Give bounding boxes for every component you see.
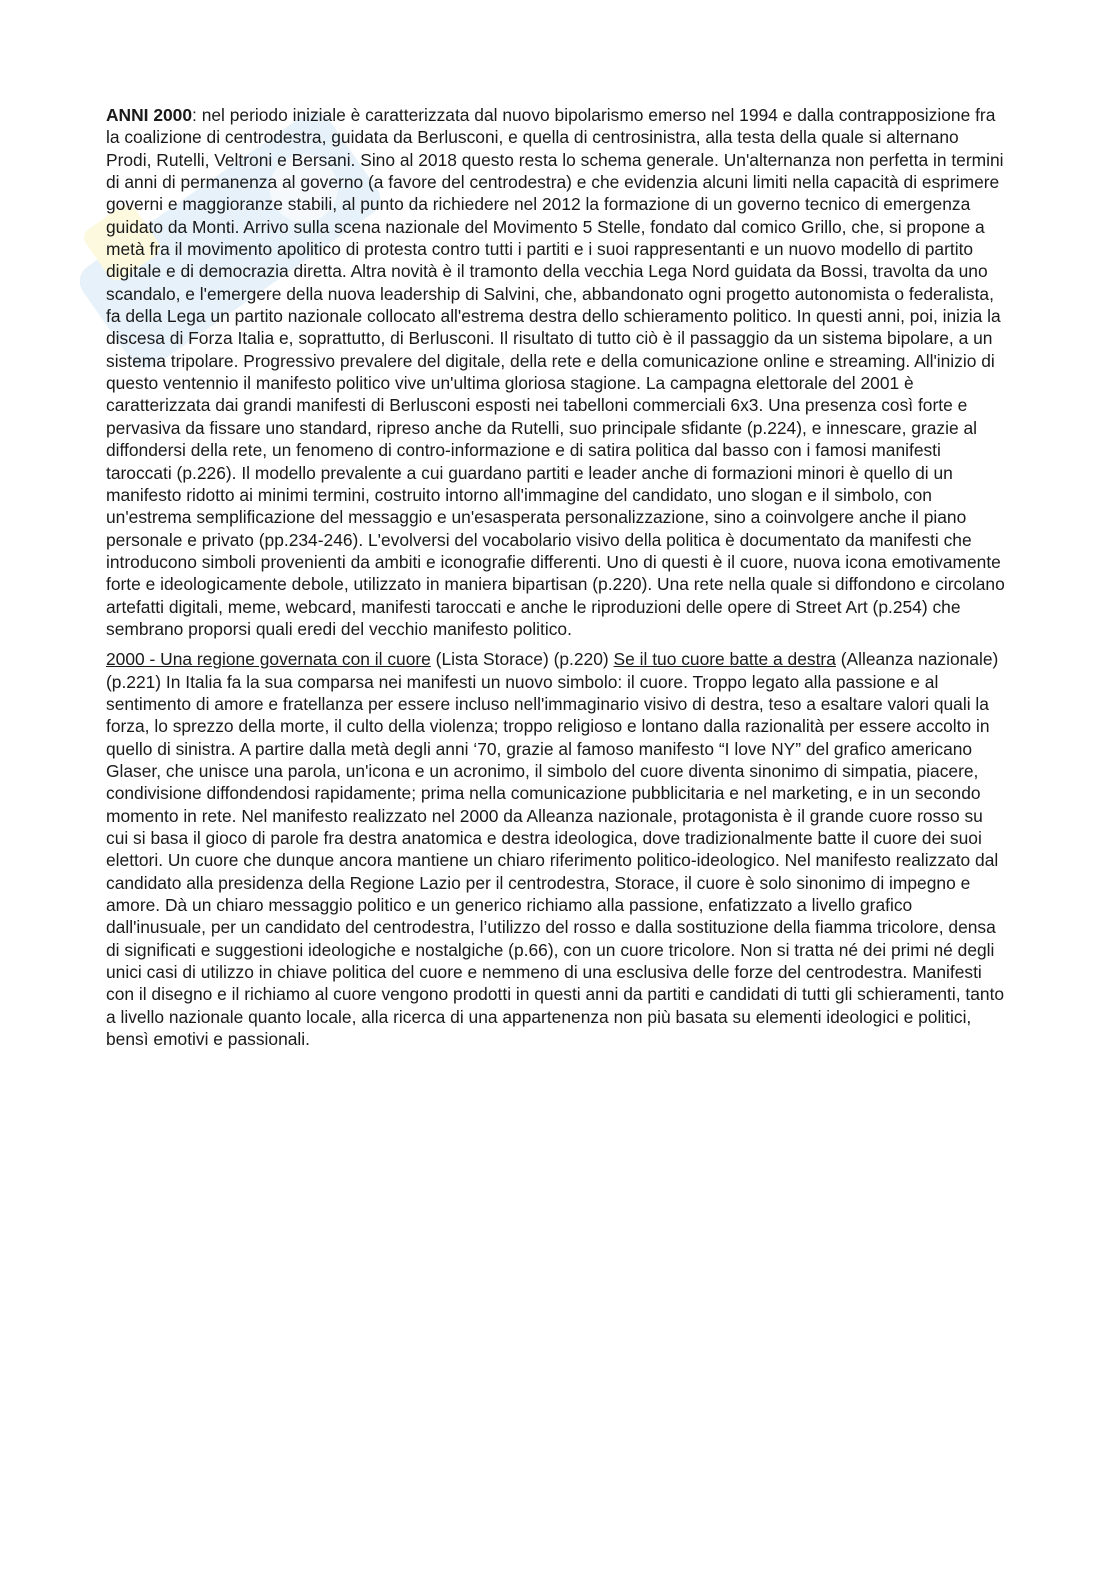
poster-title-storace: 2000 - Una regione governata con il cuore: [106, 649, 431, 670]
paragraph-text: (Alleanza nazionale) (p.221) In Italia fa la sua comparsa nei manifesti un nuovo simbolo: il cuore. Troppo legato alla passione e al sentimento di amore e fratellanza per essere incluso nell'immaginario visivo di destra, teso a esaltare valori quali la forza, lo sprezzo della morte, il culto della violenza; troppo religioso e lontano dalla razionalità per essere accolto in quello di sinistra. A partire dalla metà degli anni ‘70, grazie al famoso manifesto “I love NY” del grafico americano Glaser, che unisce una parola, un'icona e un acronimo, il simbolo del cuore diventa sinonimo di simpatia, piacere, condivisione diffondendosi rapidamente; prima nella comunicazione pubblicitaria e nel marketing, e in un secondo momento in rete. Nel manifesto realizzato nel 2000 da Alleanza nazionale, protagonista è il grande cuore rosso su cui si basa il gioco di parole fra destra anatomica e destra ideologica, dove tradizionalmente batte il cuore dei suoi elettori. Un cuore che dunque ancora mantiene un chiaro riferimento politico-ideologico. Nel manifesto realizzato dal candidato alla presidenza della Regione Lazio per il centrodestra, Storace, il cuore è solo sinonimo di impegno e amore. Dà un chiaro messaggio politico e un generico richiamo alla passione, enfatizzato a livello grafico dall'inusuale, per un candidato del centrodestra, l’utilizzo del rosso e dalla sostituzione della fiamma tricolore, densa di significati e suggestioni ideologiche e nostalgiche (p.66), con un cuore tricolore. Non si tratta né dei primi né degli unici casi di utilizzo in chiave politica del cuore e nemmeno di una esclusiva delle forze del centrodestra. Manifesti con il disegno e il richiamo al cuore vengono prodotti in questi anni da partiti e candidati di tutti gli schieramenti, tanto a livello nazionale quanto locale, alla ricerca di una appartenenza non più basata su elementi ideologici e politici, bensì emotivi e passionali.: [106, 649, 1005, 1050]
paragraph-anni-2000: [106, 104, 1006, 640]
paragraph-text: (Lista Storace) (p.220): [430, 649, 614, 670]
section-heading: ANNI 2000: [106, 105, 193, 125]
document-body: [106, 104, 1006, 1050]
poster-title-alleanza: Se il tuo cuore batte a destra: [613, 649, 836, 670]
paragraph-cuore: [106, 648, 1006, 1050]
paragraph-text: : nel periodo iniziale è caratterizzata dal nuovo bipolarismo emerso nel 1994 e dalla contrapposizione fra la coalizione di centrodestra, guidata da Berlusconi, e quella di centrosinistra, alla testa della quale si alternano Prodi, Rutelli, Veltroni e Bersani. Sino al 2018 questo resta lo schema generale. Un'alternanza non perfetta in termini di anni di permanenza al governo (a favore del centrodestra) e che evidenzia alcuni limiti nella capacità di esprimere governi e maggioranze stabili, al punto da richiedere nel 2012 la formazione di un governo tecnico di emergenza guidato da Monti. Arrivo sulla scena nazionale del Movimento 5 Stelle, fondato dal comico Grillo, che, si propone a metà fra il movimento apolitico di protesta contro tutti i partiti e i suoi rappresentanti e un nuovo modello di partito digitale e di democrazia diretta. Altra novità è il tramonto della vecchia Lega Nord guidata da Bossi, travolta da uno scandalo, e l'emergere della nuova leadership di Salvini, che, abbandonato ogni progetto autonomista o federalista, fa della Lega un partito nazionale collocato all'estrema destra dello schieramento politico. In questi anni, poi, inizia la discesa di Forza Italia e, soprattutto, di Berlusconi. Il risultato di tutto ciò è il passaggio da un sistema bipolare, a un sistema tripolare. Progressivo prevalere del digitale, della rete e della comunicazione online e streaming. All'inizio di questo ventennio il manifesto politico vive un'ultima gloriosa stagione. La campagna elettorale del 2001 è caratterizzata dai grandi manifesti di Berlusconi esposti nei tabelloni commerciali 6x3. Una presenza così forte e pervasiva da fissare uno standard, ripreso anche da Rutelli, suo principale sfidante (p.224), e innescare, grazie al diffondersi della rete, un fenomeno di contro-informazione e di satira politica dal basso con i famosi manifesti taroccati (p.226). Il modello prevalente a cui guardano partiti e leader anche di formazioni minori è quello di un manifesto ridotto ai minimi termini, costruito intorno all'immagine del candidato, uno slogan e il simbolo, con un'estrema semplificazione del messaggio e un'esasperata personalizzazione, sino a coinvolgere anche il piano personale e privato (pp.234-246). L'evolversi del vocabolario visivo della politica è documentato da manifesti che introducono simboli provenienti da ambiti e iconografie differenti. Uno di questi è il cuore, nuova icona emotivamente forte e ideologicamente debole, utilizzato in maniera bipartisan (p.220). Una rete nella quale si diffondono e circolano artefatti digitali, meme, webcard, manifesti taroccati e anche le riproduzioni delle opere di Street Art (p.254) che sembrano proporsi quali eredi del vecchio manifesto politico.: [106, 105, 1005, 639]
